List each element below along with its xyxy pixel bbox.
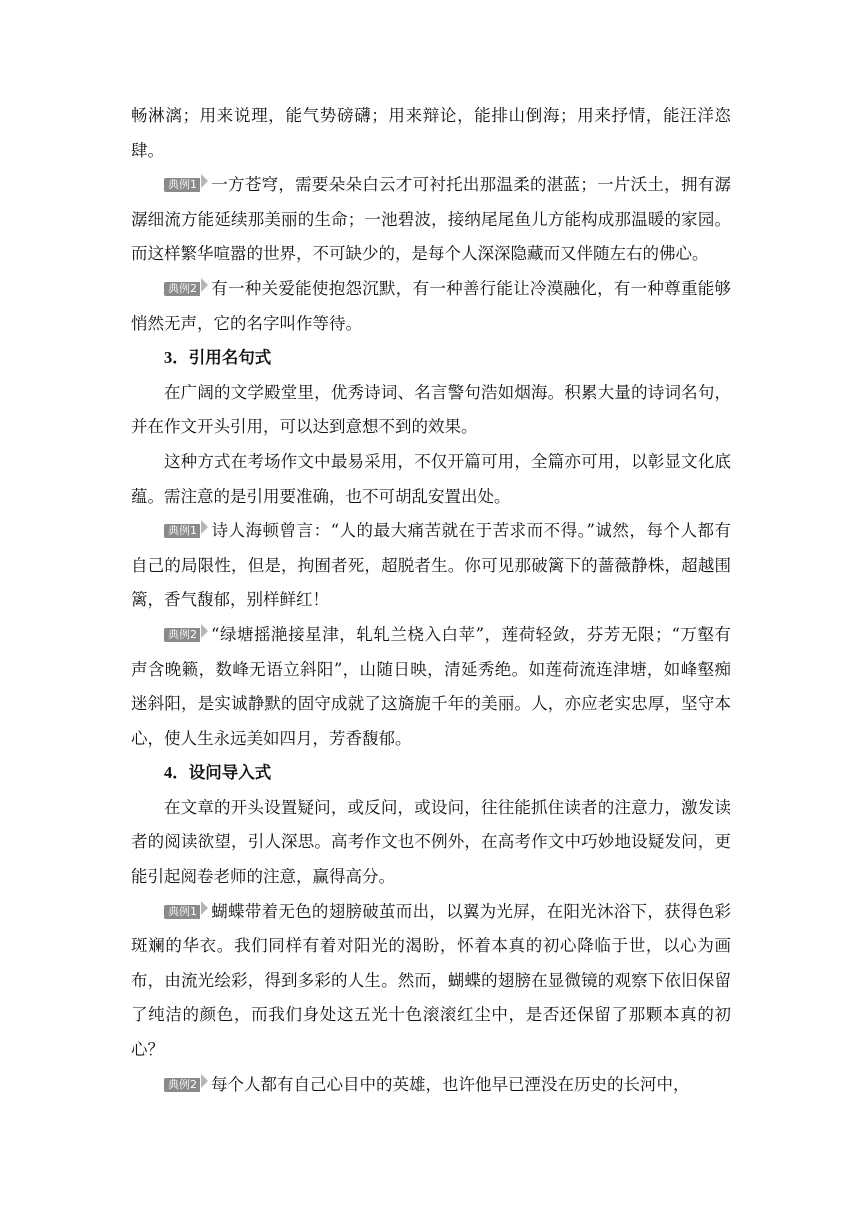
document-body [131, 99, 731, 1102]
leaf-icon [201, 174, 208, 188]
example-text: 一方苍穹，需要朵朵白云才可衬托出那温柔的湛蓝；一片沃土，拥有潺潺细流方能延续那美丽的生命；一池碧波，接纳尾尾鱼儿方能构成那温暖的家园。而这样繁华喧嚣的世界，不可缺少的，是每个人深深隐藏而又伴随左右的佛心。 [131, 175, 731, 264]
example-tag: 典例1 [164, 524, 200, 538]
example-tag: 典例1 [164, 905, 200, 919]
body-paragraph: 在广阔的文学殿堂里，优秀诗词、名言警句浩如烟海。积累大量的诗词名句，并在作文开头引用，可以达到意想不到的效果。 [131, 382, 731, 437]
section-title: 引用名句式 [188, 348, 272, 368]
example-paragraph [131, 618, 731, 756]
example-text: 每个人都有自己心目中的英雄，也许他早已湮没在历史的长河中， [211, 1074, 690, 1094]
leaf-icon [201, 901, 208, 915]
section-heading [131, 341, 731, 376]
section-title: 设问导入式 [188, 763, 272, 783]
example-paragraph [131, 895, 731, 1068]
example-tag: 典例2 [164, 282, 200, 296]
section-number: 3． [164, 348, 189, 368]
example-tag: 典例2 [164, 628, 200, 642]
leaf-icon [201, 624, 208, 638]
leaf-icon [201, 520, 208, 534]
section-heading [131, 756, 731, 791]
example-text: 有一种关爱能使抱怨沉默，有一种善行能让冷漠融化，有一种尊重能够悄然无声，它的名字叫作等待。 [131, 278, 731, 333]
section-number: 4． [164, 763, 189, 783]
example-paragraph [131, 1068, 731, 1103]
example-text: 蝴蝶带着无色的翅膀破茧而出，以翼为光屏，在阳光沐浴下，获得色彩斑斓的华衣。我们同样有着对阳光的渴盼，怀着本真的初心降临于世，以心为画布，由流光绘彩，得到多彩的人生。然而，蝴蝶的翅膀在显微镜的观察下依旧保留了纯洁的颜色，而我们身处这五光十色滚滚红尘中，是否还保留了那颗本真的初心？ [131, 901, 731, 1060]
example-paragraph [131, 272, 731, 341]
body-paragraph: 在文章的开头设置疑问，或反问，或设问，往往能抓住读者的注意力，激发读者的阅读欲望，引人深思。高考作文也不例外，在高考作文中巧妙地设疑发问，更能引起阅卷老师的注意，赢得高分。 [131, 797, 731, 887]
body-paragraph: 这种方式在考场作文中最易采用，不仅开篇可用，全篇亦可用，以彰显文化底蕴。需注意的是引用要准确，也不可胡乱安置出处。 [131, 451, 731, 506]
example-text: “绿塘摇滟接星津，轧轧兰桡入白苹”，莲荷轻敛，芬芳无限；“万壑有声含晚籁，数峰无语立斜阳”，山随日映，清延秀绝。如莲荷流连津塘，如峰壑痴迷斜阳，是实诚静默的固守成就了这旖旎千年的美丽。人，亦应老实忠厚，坚守本心，使人生永远美如四月，芳香馥郁。 [131, 624, 731, 748]
example-text: 诗人海顿曾言：“人的最大痛苦就在于苦求而不得。”诚然，每个人都有自己的局限性，但是，拘囿者死，超脱者生。你可见那破篱下的蔷薇静株，超越围篱，香气馥郁，别样鲜红！ [131, 521, 731, 610]
body-paragraph: 畅淋漓；用来说理，能气势磅礴；用来辩论，能排山倒海；用来抒情，能汪洋恣肆。 [131, 106, 731, 160]
leaf-icon [201, 1074, 208, 1088]
example-tag: 典例2 [164, 1078, 200, 1092]
example-paragraph [131, 168, 731, 272]
example-tag: 典例1 [164, 178, 200, 192]
example-paragraph [131, 514, 731, 618]
leaf-icon [201, 278, 208, 292]
